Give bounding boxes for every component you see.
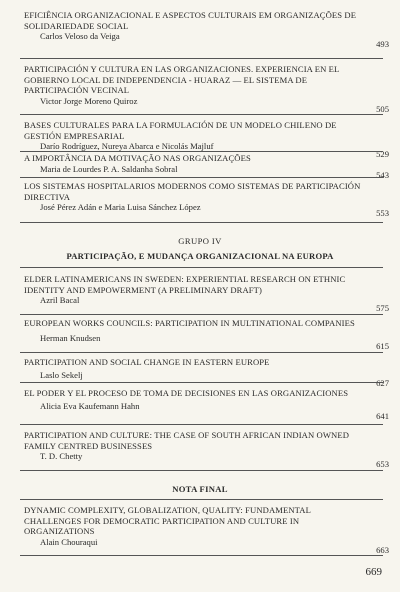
- entry-page: 653: [376, 459, 389, 470]
- entry-author: Laslo Sekelj: [40, 369, 83, 380]
- entry-title: DYNAMIC COMPLEXITY, GLOBALIZATION, QUALITY: FUNDAMENTAL CHALLENGES FOR DEMOCRATIC PARTICIPATION AND CULTURE IN ORGANIZATIONS: [24, 505, 311, 537]
- entry-title: PARTICIPACIÓN Y CULTURA EN LAS ORGANIZACIONES. EXPERIENCIA EN EL GOBIERNO LOCAL DE INDEPENDENCIA - HUARAZ — EL SISTEMA DE PARTICIPACIÓN VECINAL: [24, 64, 340, 96]
- entry-page: 575: [376, 303, 389, 314]
- entry-page: 505: [376, 103, 389, 114]
- group-title: PARTICIPAÇÃO, E MUDANÇA ORGANIZACIONAL NA EUROPA: [66, 251, 334, 261]
- entry-page: 529: [376, 149, 389, 160]
- entry-title: PARTICIPATION AND CULTURE: THE CASE OF SOUTH AFRICAN INDIAN OWNED FAMILY CENTRED BUSINESSES: [24, 430, 350, 451]
- entry-title: LOS SISTEMAS HOSPITALARIOS MODERNOS COMO SISTEMAS DE PARTICIPACIÓN DIRECTIVA: [24, 181, 361, 202]
- entry-author: Maria de Lourdes P. A. Saldanha Sobral: [40, 163, 178, 174]
- entry-page: 553: [376, 208, 389, 219]
- toc-entry: [24, 357, 389, 388]
- divider: [20, 352, 383, 353]
- divider: [20, 267, 383, 268]
- entry-title: EUROPEAN WORKS COUNCILS: PARTICIPATION IN MULTINATIONAL COMPANIES: [24, 318, 355, 328]
- divider: [20, 177, 383, 178]
- entry-title: EL PODER Y EL PROCESO DE TOMA DE DECISIONES EN LAS ORGANIZACIONES: [24, 388, 349, 398]
- toc-entry: [24, 64, 389, 114]
- entry-title: BASES CULTURALES PARA LA FORMULACIÓN DE UN MODELO CHILENO DE GESTIÓN EMPRESARIAL: [24, 120, 337, 141]
- toc-entry: [24, 318, 389, 351]
- divider: [20, 222, 383, 223]
- toc-entry: [24, 181, 389, 219]
- divider: [20, 58, 383, 59]
- divider: [20, 424, 383, 425]
- toc-entry: [24, 388, 389, 421]
- page-number: 669: [365, 566, 382, 578]
- toc-entry: [24, 505, 389, 555]
- divider: [20, 114, 383, 115]
- entry-title: PARTICIPATION AND SOCIAL CHANGE IN EASTERN EUROPE: [24, 357, 270, 367]
- divider: [20, 499, 383, 500]
- entry-author: Azril Bacal: [40, 295, 80, 306]
- group-label: GRUPO IV: [178, 236, 222, 246]
- divider: [20, 555, 383, 556]
- entry-author: Carlos Veloso da Veiga: [40, 31, 120, 42]
- entry-page: 663: [376, 544, 389, 555]
- entry-author: José Pérez Adán e Maria Luisa Sánchez López: [40, 202, 201, 213]
- toc-entry: [24, 10, 389, 50]
- entry-title: EFICIÊNCIA ORGANIZACIONAL E ASPECTOS CULTURAIS EM ORGANIZAÇÕES DE SOLIDARIEDADE SOCIAL: [24, 10, 357, 31]
- nota-label: NOTA FINAL: [172, 484, 228, 494]
- toc-entry: [24, 274, 389, 314]
- entry-author: Herman Knudsen: [40, 332, 101, 343]
- entry-author: Alicia Eva Kaufemann Hahn: [40, 400, 140, 411]
- divider: [20, 470, 383, 471]
- entry-page: 543: [376, 169, 389, 180]
- entry-page: 627: [376, 377, 389, 388]
- entry-page: 641: [376, 410, 389, 421]
- divider: [20, 151, 383, 152]
- entry-author: T. D. Chetty: [40, 451, 83, 462]
- entry-page: 615: [376, 340, 389, 351]
- entry-page: 493: [376, 39, 389, 50]
- entry-title: A IMPORTÂNCIA DA MOTIVAÇÃO NAS ORGANIZAÇÕES: [24, 153, 251, 163]
- entry-title: ELDER LATINAMERICANS IN SWEDEN: EXPERIENTIAL RESEARCH ON ETHNIC IDENTITY AND EMPOWERMENT (A PRELIMINARY DRAFT): [24, 274, 346, 295]
- entry-author: Victor Jorge Moreno Quiroz: [40, 95, 138, 106]
- entry-author: Darío Rodríguez, Nureya Abarca e Nicolás Majluf: [40, 141, 214, 152]
- toc-entry: [24, 153, 389, 180]
- divider: [20, 382, 383, 383]
- divider: [20, 314, 383, 315]
- entry-author: Alain Chouraqui: [40, 536, 98, 547]
- toc-entry: [24, 430, 389, 470]
